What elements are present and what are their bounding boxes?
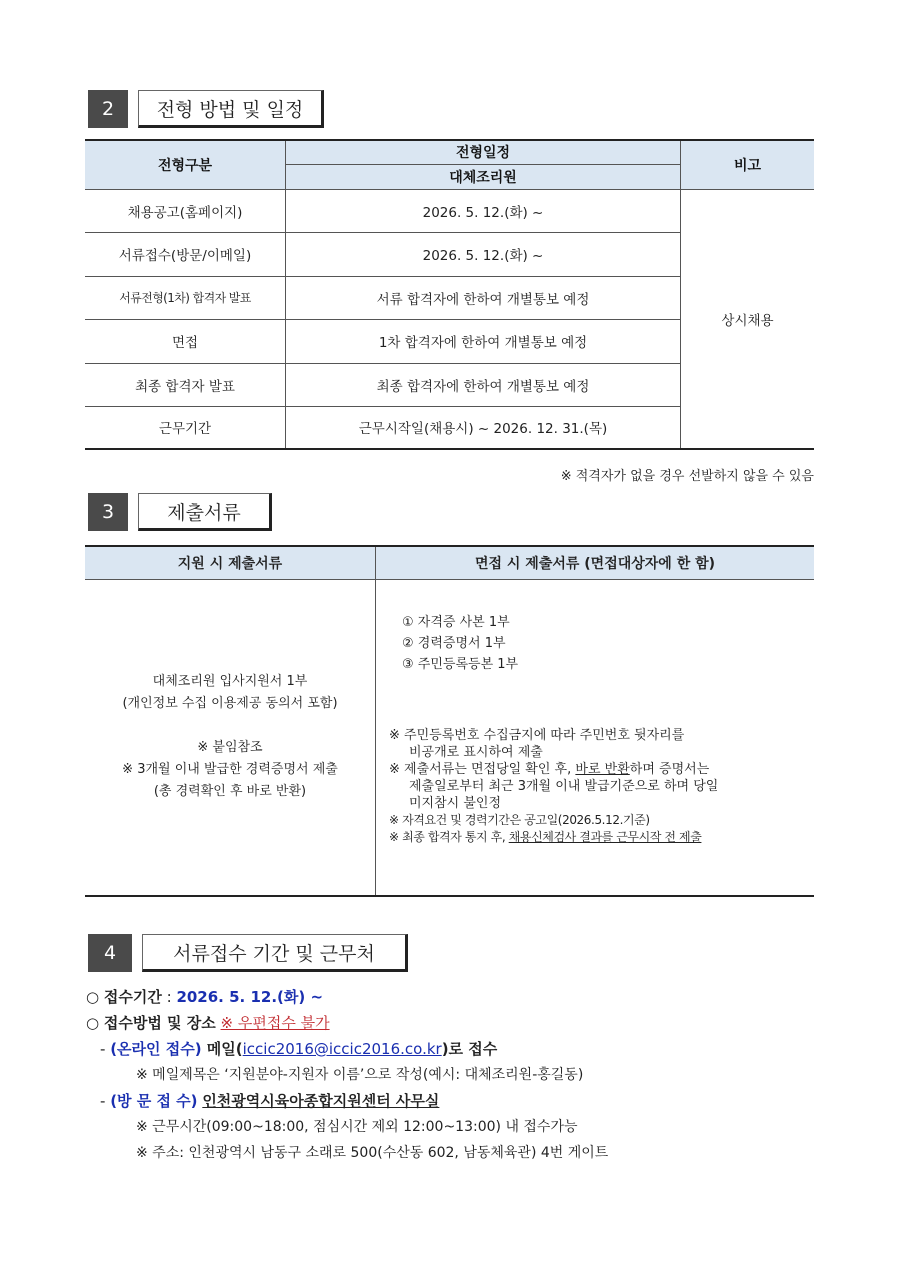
note-cell: 상시채용 [681,189,815,449]
note-text: 하며 증명서는 [629,762,710,777]
bullet: ○ [86,1014,100,1032]
method-label: 접수방법 및 장소 [103,1014,216,1032]
visit-label: (방 문 접 수) [110,1092,198,1110]
section4-header [88,934,408,972]
schedule-table [85,139,814,450]
apply-line: (총 경력확인 후 바로 반환) [153,784,307,799]
section3-header [88,493,272,531]
method-row [86,1010,608,1036]
note-line [389,761,813,778]
apply-docs-cell [85,580,376,896]
section4-title: 서류접수 기간 및 근무처 [142,934,408,972]
row-schedule: 최종 합격자에 한하여 개별통보 예정 [286,363,681,406]
apply-line: (개인정보 수집 이용제공 동의서 포함) [122,696,338,711]
section2-number: 2 [88,90,128,128]
col-schedule-header: 전형일정 [286,140,681,164]
col-note-header: 비고 [681,140,815,189]
row-schedule: 2026. 5. 12.(화) ~ [286,232,681,276]
note-text: ※ 제출서류는 면접당일 확인 후, [389,762,576,777]
method-warning: ※ 우편접수 불가 [220,1014,330,1032]
row-schedule: 서류 합격자에 한하여 개별통보 예정 [286,276,681,319]
period-separator: : [161,988,177,1006]
apply-line: 대체조리원 입사지원서 1부 [152,674,308,689]
row-schedule: 1차 합격자에 한하여 개별통보 예정 [286,319,681,363]
apply-line [86,715,374,737]
note-underline: 채용신체검사 결과를 근무시작 전 제출 [508,830,702,844]
visit-row [86,1088,608,1114]
col-schedule-subheader: 대체조리원 [286,164,681,189]
note-line: ※ 자격요건 및 경력기간은 공고일(2026.5.12.기준) [389,813,650,827]
apply-line: ※ 3개월 이내 발급한 경력증명서 제출 [122,762,338,777]
row-schedule: 근무시작일(채용시) ~ 2026. 12. 31.(목) [286,406,681,449]
apply-line: ※ 붙임참조 [197,740,263,755]
documents-table [85,545,814,897]
row-type: 채용공고(홈페이지) [85,189,286,232]
row-type: 면접 [85,319,286,363]
dash: - [100,1092,111,1110]
row-type: 근무기간 [85,406,286,449]
email-link[interactable]: iccic2016@iccic2016.co.kr [242,1040,442,1058]
note-line: 제출일로부터 최근 3개월 이내 발급기준으로 하며 당일 [409,779,719,794]
online-mail-post: )로 접수 [441,1040,498,1058]
period-label: 접수기간 [103,988,162,1006]
interview-item: ① 자격증 사본 1부 [402,615,510,630]
note-line: ※ 주민등록번호 수집금지에 따라 주민번호 뒷자리를 [389,728,685,743]
row-type: 서류접수(방문/이메일) [85,232,286,276]
col-interview-header: 면접 시 제출서류 (면접대상자에 한 함) [376,546,815,580]
dash: - [100,1040,111,1058]
section2-header [88,90,324,128]
note-line: 비공개로 표시하여 제출 [409,745,543,760]
online-mail-pre: 메일( [201,1040,243,1058]
interview-item: ③ 주민등록등본 1부 [402,657,519,672]
note-line [389,829,813,846]
col-apply-header: 지원 시 제출서류 [85,546,376,580]
section4-body [86,984,608,1166]
online-row [86,1036,608,1062]
section2-footnote: ※ 적격자가 없을 경우 선발하지 않을 수 있음 [560,469,814,484]
row-type: 서류전형(1차) 합격자 발표 [85,276,286,319]
section2-title: 전형 방법 및 일정 [138,90,324,128]
online-note: ※ 메일제목은 ‘지원분야-지원자 이름’으로 작성(예시: 대체조리원-홍길동) [136,1067,584,1083]
note-underline: 바로 반환 [575,762,630,777]
visit-place: 인천광역시육아종합지원센터 사무실 [202,1092,440,1110]
row-schedule: 2026. 5. 12.(화) ~ [286,189,681,232]
section3-title: 제출서류 [138,493,272,531]
section3-number: 3 [88,493,128,531]
col-type-header: 전형구분 [85,140,286,189]
online-label: (온라인 접수) [110,1040,202,1058]
visit-note-hours: ※ 근무시간(09:00~18:00, 점심시간 제외 12:00~13:00) 내 접수가능 [136,1119,578,1135]
row-type: 최종 합격자 발표 [85,363,286,406]
bullet: ○ [86,988,100,1006]
note-line: 미지참시 불인정 [409,796,502,811]
interview-docs-cell [376,580,815,896]
visit-note-address: ※ 주소: 인천광역시 남동구 소래로 500(수산동 602, 남동체육관) 4번 게이트 [136,1145,609,1161]
note-text: ※ 최종 합격자 통지 후, [389,830,509,844]
period-row [86,984,608,1010]
interview-item: ② 경력증명서 1부 [402,636,506,651]
section4-number: 4 [88,934,132,972]
period-value: 2026. 5. 12.(화) ~ [176,988,324,1006]
